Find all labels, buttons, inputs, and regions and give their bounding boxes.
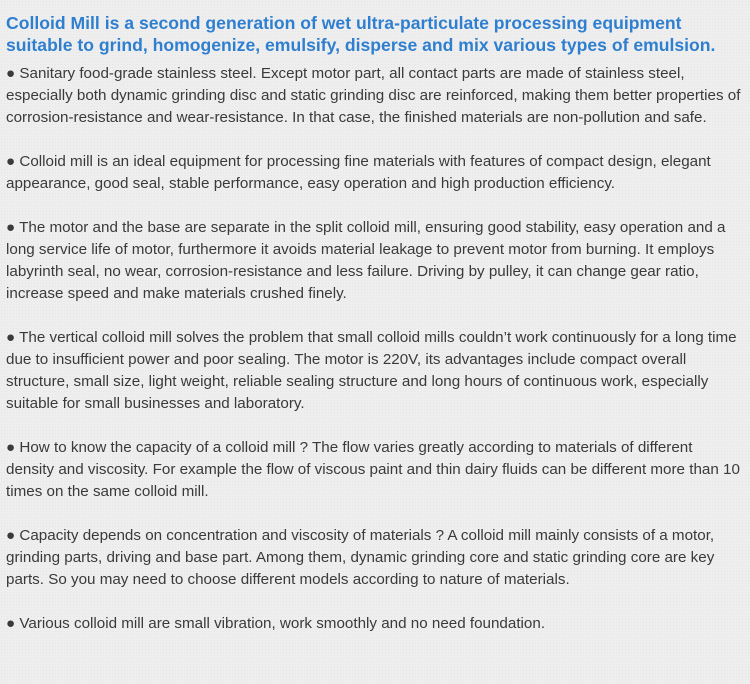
paragraph-small-vibration: ● Various colloid mill are small vibration, work smoothly and no need foundation. xyxy=(6,615,546,632)
paragraph-ideal-equipment: ● Colloid mill is an ideal equipment for processing fine materials with features of compact design, elegant appearance, good seal, stable performance, easy operation and high production efficiency. xyxy=(6,153,711,192)
paragraph-food-grade-steel: ● Sanitary food-grade stainless steel. Except motor part, all contact parts are made of stainless steel, especially both dynamic grinding disc and static grinding disc are reinforced, making them better properties of corrosion-resistance and wear-resistance. In that case, the finished materials are non-pollution and safe. xyxy=(6,65,741,126)
paragraph-split-colloid-mill: ● The motor and the base are separate in the split colloid mill, ensuring good stability, easy operation and a long service life of motor, furthermore it avoids material leakage to prevent motor from burning. It employs labyrinth seal, no wear, corrosion-resistance and less failure. Driving by pulley, it can change gear ratio, increase speed and make materials crushed finely. xyxy=(6,219,726,302)
paragraph-capacity-components: ● Capacity depends on concentration and viscosity of materials ? A colloid mill mainly consists of a motor, grinding parts, driving and base part. Among them, dynamic grinding core and static grinding core are key parts. So you may need to choose different models according to nature of materials. xyxy=(6,527,715,588)
paragraph-vertical-colloid-mill: ● The vertical colloid mill solves the problem that small colloid mills couldn’t work continuously for a long time due to insufficient power and poor sealing. The motor is 220V, its advantages include compact overall structure, small size, light weight, reliable sealing structure and long hours of continuous work, especially suitable for small businesses and laboratory. xyxy=(6,329,737,412)
paragraph-capacity-question: ● How to know the capacity of a colloid mill ? The flow varies greatly according to materials of different density and viscosity. For example the flow of viscous paint and thin dairy fluids can be different more than 10 times on the same colloid mill. xyxy=(6,439,740,500)
page-title: Colloid Mill is a second generation of wet ultra-particulate processing equipment suitable to grind, homogenize, emulsify, disperse and mix various types of emulsion. xyxy=(6,13,716,55)
